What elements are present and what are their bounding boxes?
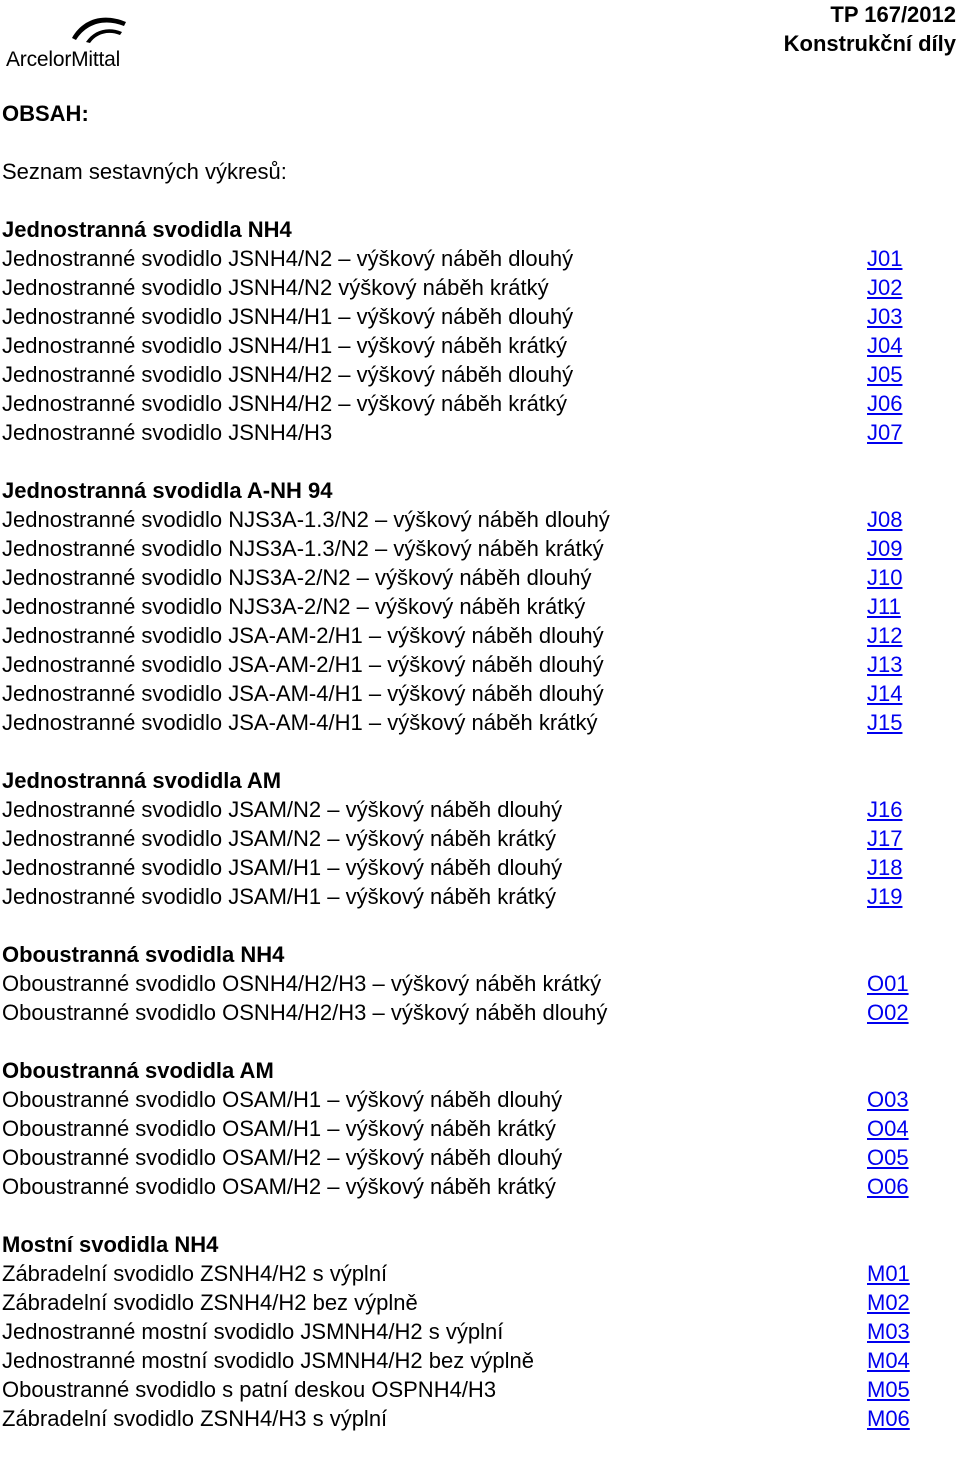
drawing-code-link[interactable]: M01 — [867, 1261, 910, 1286]
document-subtitle: Konstrukční díly — [783, 31, 956, 56]
drawing-title: Jednostranné svodidlo JSNH4/H2 – výškový náběh krátký — [2, 391, 567, 416]
drawing-title: Oboustranné svodidlo OSNH4/H2/H3 – výškový náběh krátký — [2, 971, 602, 996]
document-header — [784, 0, 956, 58]
section — [2, 1056, 958, 1201]
drawing-title: Jednostranné svodidlo NJS3A-1.3/N2 – výškový náběh dlouhý — [2, 507, 610, 532]
list-item — [2, 1143, 958, 1172]
list-item — [2, 1375, 958, 1404]
drawing-code-link[interactable]: J11 — [867, 594, 901, 619]
list-item — [2, 882, 958, 911]
section — [2, 1230, 958, 1433]
drawing-title: Jednostranné svodidlo JSNH4/N2 – výškový náběh dlouhý — [2, 246, 574, 271]
section-heading: Mostní svodidla NH4 — [2, 1232, 219, 1257]
drawing-code-link[interactable]: O03 — [867, 1087, 909, 1112]
list-item — [2, 1085, 958, 1114]
drawing-code-link[interactable]: J12 — [867, 623, 903, 648]
drawing-code-link[interactable]: J13 — [867, 652, 903, 677]
drawing-code-link[interactable]: M05 — [867, 1377, 910, 1402]
list-item — [2, 824, 958, 853]
drawing-title: Jednostranné svodidlo JSNH4/H2 – výškový náběh dlouhý — [2, 362, 574, 387]
logo-swoosh-icon — [68, 8, 130, 44]
drawing-title: Oboustranné svodidlo OSAM/H1 – výškový náběh krátký — [2, 1116, 556, 1141]
drawing-code-link[interactable]: J06 — [867, 391, 903, 416]
drawing-title: Jednostranné svodidlo JSA-AM-4/H1 – výškový náběh krátký — [2, 710, 598, 735]
section — [2, 476, 958, 737]
drawing-code-link[interactable]: J17 — [867, 826, 903, 851]
drawing-title: Jednostranné svodidlo JSAM/H1 – výškový náběh krátký — [2, 884, 556, 909]
list-item — [2, 1346, 958, 1375]
drawing-code-link[interactable]: O04 — [867, 1116, 909, 1141]
list-item — [2, 650, 958, 679]
drawing-title: Jednostranné svodidlo JSAM/H1 – výškový náběh dlouhý — [2, 855, 563, 880]
drawing-code-link[interactable]: J03 — [867, 304, 903, 329]
list-item — [2, 1259, 958, 1288]
drawing-code-link[interactable]: O01 — [867, 971, 909, 996]
drawing-code-link[interactable]: J08 — [867, 507, 903, 532]
list-item — [2, 998, 958, 1027]
drawing-title: Zábradelní svodidlo ZSNH4/H3 s výplní — [2, 1406, 388, 1431]
drawing-code-link[interactable]: J02 — [867, 275, 903, 300]
list-item — [2, 795, 958, 824]
drawing-code-link[interactable]: J10 — [867, 565, 903, 590]
list-item — [2, 505, 958, 534]
page-title: OBSAH: — [2, 101, 89, 126]
drawing-code-link[interactable]: O02 — [867, 1000, 909, 1025]
drawing-title: Zábradelní svodidlo ZSNH4/H2 bez výplně — [2, 1290, 418, 1315]
drawing-code-link[interactable]: M02 — [867, 1290, 910, 1315]
drawing-code-link[interactable]: J16 — [867, 797, 903, 822]
drawing-code-link[interactable]: J05 — [867, 362, 903, 387]
drawing-code-link[interactable]: J18 — [867, 855, 903, 880]
list-item — [2, 1288, 958, 1317]
drawing-title: Jednostranné svodidlo JSA-AM-2/H1 – výškový náběh dlouhý — [2, 623, 604, 648]
list-item — [2, 969, 958, 998]
drawing-title: Jednostranné svodidlo JSNH4/H3 — [2, 420, 333, 445]
drawing-title: Oboustranné svodidlo OSAM/H1 – výškový náběh dlouhý — [2, 1087, 563, 1112]
drawing-title: Oboustranné svodidlo OSNH4/H2/H3 – výškový náběh dlouhý — [2, 1000, 608, 1025]
drawing-title: Jednostranné svodidlo JSNH4/H1 – výškový náběh krátký — [2, 333, 567, 358]
document-number: TP 167/2012 — [830, 2, 956, 27]
list-item — [2, 418, 958, 447]
list-item — [2, 1317, 958, 1346]
drawing-title: Jednostranné svodidlo JSNH4/N2 výškový náběh krátký — [2, 275, 549, 300]
drawing-code-link[interactable]: M03 — [867, 1319, 910, 1344]
section-heading: Oboustranná svodidla NH4 — [2, 942, 285, 967]
drawing-title: Jednostranné svodidlo NJS3A-2/N2 – výškový náběh krátký — [2, 594, 586, 619]
drawing-code-link[interactable]: J19 — [867, 884, 903, 909]
drawing-code-link[interactable]: O05 — [867, 1145, 909, 1170]
section-heading: Jednostranná svodidla AM — [2, 768, 282, 793]
list-item — [2, 592, 958, 621]
drawing-list — [2, 215, 958, 1462]
section-heading: Jednostranná svodidla A-NH 94 — [2, 478, 333, 503]
drawing-title: Oboustranné svodidlo OSAM/H2 – výškový náběh dlouhý — [2, 1145, 563, 1170]
drawing-title: Oboustranné svodidlo OSAM/H2 – výškový náběh krátký — [2, 1174, 556, 1199]
section — [2, 766, 958, 911]
drawing-code-link[interactable]: J14 — [867, 681, 903, 706]
drawing-title: Zábradelní svodidlo ZSNH4/H2 s výplní — [2, 1261, 388, 1286]
drawing-title: Jednostranné svodidlo NJS3A-2/N2 – výškový náběh dlouhý — [2, 565, 592, 590]
list-item — [2, 853, 958, 882]
list-item — [2, 563, 958, 592]
drawing-code-link[interactable]: J15 — [867, 710, 903, 735]
list-item — [2, 679, 958, 708]
list-item — [2, 621, 958, 650]
drawing-title: Jednostranné svodidlo JSA-AM-2/H1 – výškový náběh dlouhý — [2, 652, 604, 677]
drawing-title: Oboustranné svodidlo s patní deskou OSPNH4/H3 — [2, 1377, 497, 1402]
list-item — [2, 331, 958, 360]
section-heading: Jednostranná svodidla NH4 — [2, 217, 292, 242]
drawing-title: Jednostranné mostní svodidlo JSMNH4/H2 bez výplně — [2, 1348, 534, 1373]
section — [2, 940, 958, 1027]
list-item — [2, 708, 958, 737]
drawing-code-link[interactable]: O06 — [867, 1174, 909, 1199]
section — [2, 215, 958, 447]
drawing-title: Jednostranné svodidlo JSAM/N2 – výškový náběh dlouhý — [2, 797, 563, 822]
drawing-title: Jednostranné svodidlo JSNH4/H1 – výškový náběh dlouhý — [2, 304, 574, 329]
arcelormittal-logo — [6, 8, 136, 70]
list-item — [2, 1404, 958, 1433]
list-item — [2, 1114, 958, 1143]
drawing-title: Jednostranné svodidlo NJS3A-1.3/N2 – výškový náběh krátký — [2, 536, 604, 561]
list-item — [2, 534, 958, 563]
list-item — [2, 302, 958, 331]
list-item — [2, 360, 958, 389]
list-item — [2, 244, 958, 273]
drawing-code-link[interactable]: J01 — [867, 246, 903, 271]
drawing-code-link[interactable]: J04 — [867, 333, 903, 358]
drawing-code-link[interactable]: J07 — [867, 420, 903, 445]
drawing-code-link[interactable]: J09 — [867, 536, 903, 561]
section-heading: Oboustranná svodidla AM — [2, 1058, 274, 1083]
drawing-code-link[interactable]: M04 — [867, 1348, 910, 1373]
drawing-title: Jednostranné svodidlo JSA-AM-4/H1 – výškový náběh dlouhý — [2, 681, 604, 706]
list-item — [2, 389, 958, 418]
drawing-code-link[interactable]: M06 — [867, 1406, 910, 1431]
drawing-title: Jednostranné svodidlo JSAM/N2 – výškový náběh krátký — [2, 826, 556, 851]
list-item — [2, 273, 958, 302]
list-item — [2, 1172, 958, 1201]
drawing-title: Jednostranné mostní svodidlo JSMNH4/H2 s výplní — [2, 1319, 504, 1344]
logo-wordmark: ArcelorMittal — [6, 48, 121, 71]
list-subtitle: Seznam sestavných výkresů: — [2, 159, 287, 184]
